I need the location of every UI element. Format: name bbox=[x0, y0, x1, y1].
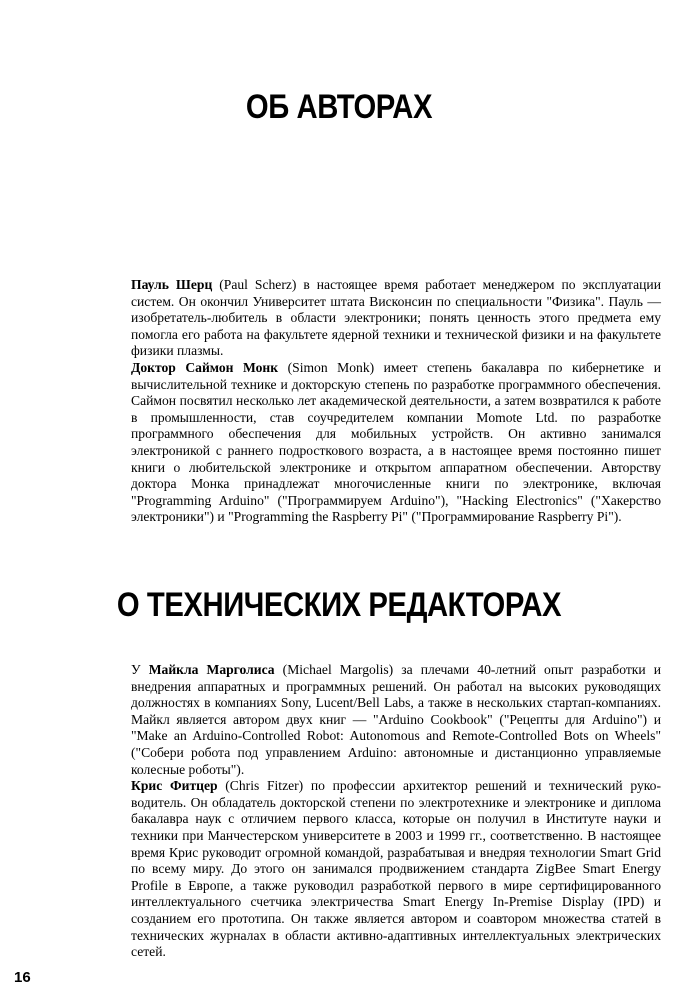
editor-name: Майкла Марголиса bbox=[148, 662, 275, 677]
about-editors-section bbox=[131, 662, 661, 961]
page-number: 16 bbox=[14, 969, 31, 986]
editor-bio-text: (Chris Fitzer) по профессии архитектор решений и технический руководитель. Он обладатель докторской степени по электротехнике и электронике и диплома бакалавра наук с отличием первого класса, которые он получил в Институте науки и техники при Манчестерском университете в 2003 и 1999 гг., соответственно. В настоящее время Крис руководит огромной командой, разрабатывая и внедряя технологии Smart Grid по всему миру. До этого он занимался продвижением стандарта ZigBee Smart Energy Profile в Европе, а также руководил разработкой первого в мире сертифицированного интеллектуального счетчика электричества Smart Energy In-Premise Display (IPD) и созданием его прототипа. Он также является автором и соавтором множества статей в технических журналах в области активно-адаптивных интеллектуальных электрических сетей. bbox=[131, 778, 662, 960]
author-bio-paragraph bbox=[131, 277, 661, 360]
author-name: Пауль Шерц bbox=[131, 277, 213, 292]
editor-bio-paragraph bbox=[131, 662, 661, 778]
editor-bio-text: (Michael Margolis) за плечами 40-летний опыт разработки и внедрения аппаратных и программных решений. Он работал на высоких руководящих должностях в компаниях Sony, Lucent/Bell Labs, а также в нескольких стартап-компаниях. Майкл является автором двух книг — "Arduino Cookbook" ("Рецепты для Arduino") и "Make an Arduino-Controlled Robot: Autonomous and Remote-Controlled Bots on Wheels" ("Собери робота под управлением Arduino: автономные и дистанционно управляемые колесные роботы"). bbox=[131, 662, 661, 777]
editor-bio-paragraph bbox=[131, 778, 661, 961]
author-bio-text: (Simon Monk) имеет степень бакалавра по кибернетике и вычислительной технике и докторскую степень по разработке программного обеспечения. Саймон посвятил несколько лет академической деятельности, а затем возвратился к работе в промышленности, став соучредителем компании Momote Ltd. по разработке программного обеспечения для мобильных устройств. Он активно занимался электроникой с раннего подросткового возраста, а в настоящее время постоянно пишет книги о любительской электронике и открытом аппаратном обеспечении. Авторству доктора Монка принадлежат многочисленные книги по электронике, включая "Programming Arduino" ("Программируем Arduino"), "Hacking Electronics" ("Хакерство электроники") и "Programming the Raspberry Pi" ("Программирование Raspberry Pi"). bbox=[131, 359, 661, 525]
about-authors-section bbox=[131, 277, 661, 526]
about-editors-heading: О ТЕХНИЧЕСКИХ РЕДАКТОРАХ bbox=[116, 586, 562, 624]
author-bio-text: (Paul Scherz) в настоящее время работает менеджером по эксплуатации систем. Он окончил Университет штата Висконсин по специальности "Физика". Пауль — изобретатель-любитель в области электроники; понять ценность этого предмета ему помогла его работа на факультете ядерной техники и технической физики и на факультете физики плазмы. bbox=[131, 277, 661, 359]
author-bio-paragraph bbox=[131, 360, 661, 526]
author-name: Доктор Саймон Монк bbox=[131, 359, 279, 375]
about-authors-heading: ОБ АВТОРАХ bbox=[245, 88, 433, 126]
editor-name: Крис Фитцер bbox=[131, 778, 218, 794]
editor-bio-prefix: У bbox=[131, 662, 149, 677]
